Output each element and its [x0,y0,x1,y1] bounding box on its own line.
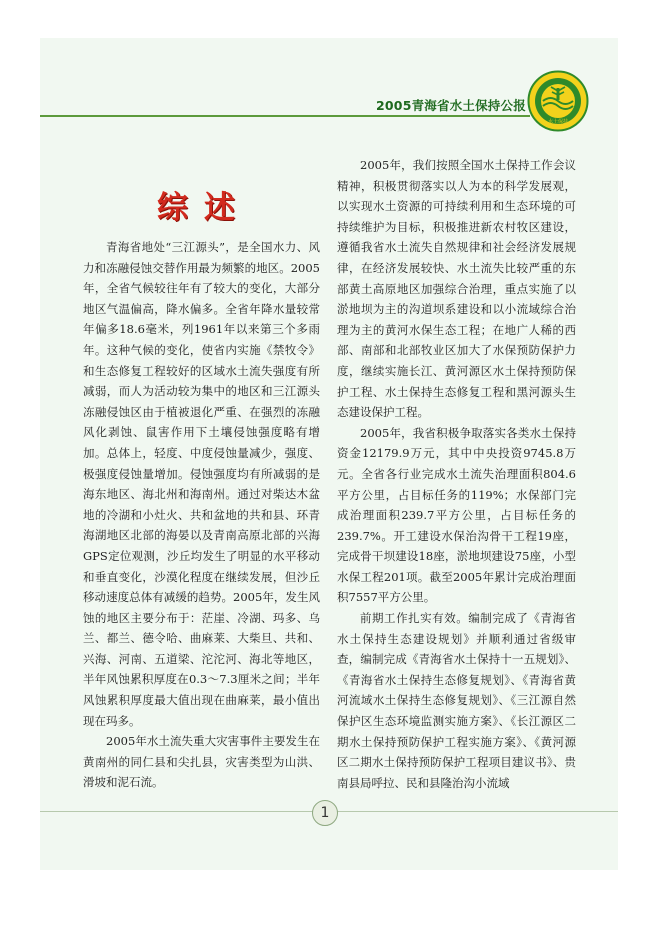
left-column [83,237,320,793]
right-column [337,155,576,793]
paragraph: 2005年，我省积极争取落实各类水土保持资金12179.9万元，其中中央投资9745.8万元。全省各行业完成水土流失治理面积804.6平方公里，占目标任务的119%；水保部门完成治理面积239.7平方公里，占目标任务的239.7%。开工建设水保治沟骨干工程19座，完成骨干坝建设18座，淤地坝建设75座，小型水保工程201项。截至2005年累计完成治理面积7557平方公里。 [337,425,576,605]
paragraph: 青海省地处“三江源头”，是全国水力、风力和冻融侵蚀交替作用最为频繁的地区。2005年，全省气候较往年有了较大的变化，大部分地区气温偏高，降水偏多。全省年降水量较常年偏多18.6毫米，列1961年以来第三个多雨年。这种气候的变化，使省内实施《禁牧令》和生态修复工程较好的区域水土流失强度有所减弱，而人为活动较为集中的地区和三江源头冻融侵蚀区由于植被退化严重、在强烈的冻融风化剥蚀、鼠害作用下土壤侵蚀强度略有增加。总体上，轻度、中度侵蚀量减少，强度、极强度侵蚀量增加。侵蚀强度均有所减弱的是海东地区、海北州和海南州。通过对柴达木盆地的冷湖和小灶火、共和盆地的共和县、环青海湖地区北部的海晏以及青南高原北部的兴海GPS定位观测，沙丘均发生了明显的水平移动和垂直变化，沙漠化程度在继续发展，但沙丘移动速度总体有减缓的趋势。2005年，发生风蚀的地区主要分布于：茫崖、冷湖、玛多、乌兰、都兰、德令哈、曲麻莱、大柴旦、共和、兴海、河南、五道梁、沱沱河、海北等地区，半年风蚀累积厚度在0.3～7.3厘米之间；半年风蚀累积厚度最大值出现在曲麻莱，最小值出现在玛多。 [83,240,320,728]
header-rule [40,115,530,117]
paragraph: 前期工作扎实有效。编制完成了《青海省水土保持生态建设规划》并顺利通过省级审查，编制完成《青海省水土保持十一五规划》、《青海省水土保持生态修复规划》、《青海省黄河流域水土保持生态修复规划》、《三江源自然保护区生态环境监测实施方案》、《长江源区二期水土保持预防保护工程实施方案》、《黄河源区二期水土保持预防保护工程项目建议书》、贵南县局呼拉、民和县隆治沟小流域 [337,611,576,790]
report-header-title: 2005青海省水土保持公报 [376,98,526,113]
emblem-caption: 水土保持 [547,119,569,125]
page-number: 1 [312,800,338,826]
article-title: 综述 [157,190,251,226]
paragraph: 2005年水土流失重大灾害事件主要发生在黄南州的同仁县和尖扎县，灾害类型为山洪、滑坡和泥石流。 [83,734,320,790]
paragraph: 2005年，我们按照全国水土保持工作会议精神，积极贯彻落实以人为本的科学发展观，以实现水土资源的可持续利用和生态环境的可持续维护为目标，积极推进新农村牧区建设，遵循我省水土流失自然规律和社会经济发展规律，在经济发展较快、水土流失比较严重的东部黄土高原地区加强综合治理，重点实施了以淤地坝为主的沟道坝系建设和以小流域综合治理为主的黄河水保生态工程；在地广人稀的西部、南部和北部牧业区加大了水保预防保护力度，继续实施长江、黄河源区水土保持预防保护工程、水土保持生态修复工程和黑河源头生态建设保护工程。 [337,158,576,420]
soil-water-conservation-emblem-icon [527,70,589,132]
